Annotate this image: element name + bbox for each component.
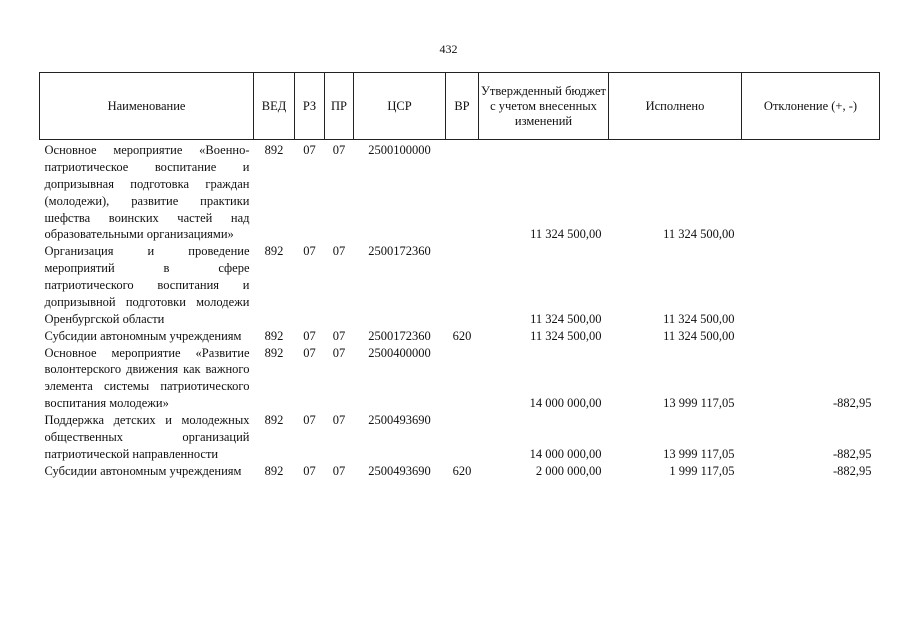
row-rz: 07	[303, 244, 316, 259]
row-ved: 892	[264, 463, 284, 478]
header-executed: Исполнено	[609, 73, 742, 140]
row-deviation: -882,95	[832, 463, 872, 478]
row-pr: 07	[332, 244, 346, 259]
row-executed: 1 999 117,05	[669, 463, 735, 478]
row-budget: 11 324 500,00	[530, 311, 602, 326]
row-csr: 2500493690	[368, 463, 431, 478]
header-name: Наименование	[40, 73, 254, 140]
row-ved: 892	[264, 244, 284, 259]
row-ved: 892	[264, 345, 284, 360]
row-name: Поддержка детских и молодежных общественных организаций патриотической направленности	[44, 413, 250, 461]
row-deviation	[742, 328, 880, 345]
row-executed: 11 324 500,00	[663, 227, 735, 242]
row-executed: 13 999 117,05	[663, 396, 735, 411]
table-row	[40, 243, 880, 327]
page-number: 432	[439, 42, 458, 56]
row-deviation	[742, 243, 880, 327]
row-pr: 07	[332, 328, 346, 343]
budget-table	[39, 72, 880, 480]
row-rz: 07	[303, 413, 316, 427]
table-row	[40, 328, 880, 345]
header-csr: ЦСР	[354, 73, 446, 140]
row-rz: 07	[303, 143, 316, 157]
row-rz: 07	[303, 463, 316, 478]
row-pr: 07	[332, 463, 346, 478]
row-executed: 13 999 117,05	[663, 446, 735, 461]
row-name: Организация и проведение мероприятий в сфере патриотического воспитания и допризывной подготовки молодежи Оренбургской области	[44, 244, 250, 326]
header-rz: РЗ	[295, 73, 325, 140]
row-vr	[446, 345, 479, 413]
row-name: Субсидии автономным учреждениям	[44, 328, 242, 343]
header-deviation: Отклонение (+, -)	[742, 73, 880, 140]
row-name: Основное мероприятие «Военно-патриотическое воспитание и допризывная подготовка граждан (молодежи), развитие практики шефства воинских частей над образовательными организациями»	[44, 143, 250, 242]
row-ved: 892	[264, 143, 284, 157]
row-csr: 2500493690	[368, 413, 431, 427]
row-csr: 2500172360	[368, 328, 431, 343]
row-pr: 07	[332, 143, 346, 157]
table-row	[40, 345, 880, 413]
row-csr: 2500100000	[368, 143, 431, 157]
table-row	[40, 140, 880, 244]
row-vr: 620	[452, 328, 472, 343]
row-ved: 892	[264, 413, 284, 427]
row-budget: 14 000 000,00	[529, 396, 602, 411]
row-vr: 620	[452, 463, 472, 478]
row-rz: 07	[303, 345, 316, 360]
row-budget: 14 000 000,00	[529, 446, 602, 461]
table-header-row	[40, 73, 880, 140]
header-ved: ВЕД	[254, 73, 295, 140]
row-csr: 2500172360	[368, 244, 431, 259]
row-vr	[446, 243, 479, 327]
row-vr	[446, 412, 479, 463]
row-executed: 11 324 500,00	[663, 328, 735, 343]
row-rz: 07	[303, 328, 316, 343]
row-budget: 11 324 500,00	[530, 227, 602, 242]
row-pr: 07	[332, 413, 346, 427]
row-deviation: -882,95	[832, 446, 872, 461]
row-executed: 11 324 500,00	[663, 311, 735, 326]
header-vr: ВР	[446, 73, 479, 140]
table-row	[40, 412, 880, 463]
row-ved: 892	[264, 328, 284, 343]
table-row	[40, 463, 880, 480]
row-deviation	[742, 140, 880, 244]
row-deviation: -882,95	[832, 396, 872, 411]
header-budget: Утвержденный бюджет с учетом внесенных изменений	[479, 73, 609, 140]
header-pr: ПР	[325, 73, 354, 140]
row-pr: 07	[332, 345, 346, 360]
row-name: Основное мероприятие «Развитие волонтерского движения как важного элемента системы патриотического воспитания молодежи»	[44, 345, 250, 411]
row-vr	[446, 140, 479, 244]
row-csr: 2500400000	[368, 345, 431, 360]
row-budget: 11 324 500,00	[530, 328, 602, 343]
row-budget: 2 000 000,00	[535, 463, 602, 478]
row-name: Субсидии автономным учреждениям	[44, 463, 242, 478]
